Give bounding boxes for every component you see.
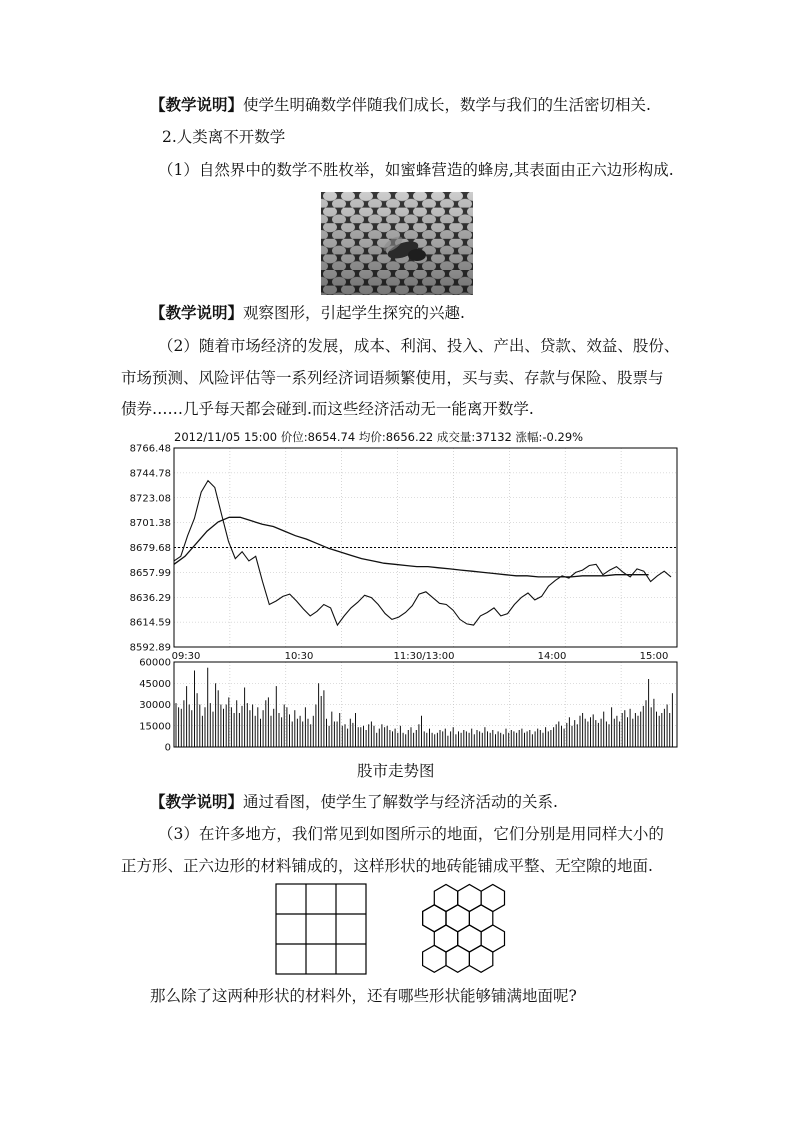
teaching-note-2 [150,303,465,323]
teaching-note-3 [150,792,558,812]
teaching-note-text: 使学生明确数学伴随我们成长，数学与我们的生活密切相关. [243,96,651,114]
volume-tick-label: 45000 [139,678,171,690]
price-tick-label: 8723.08 [129,493,171,505]
price-tick-label: 8701.38 [129,518,171,530]
price-tick-label: 8744.78 [129,468,171,480]
hexagon-tile [423,945,446,972]
square-tiling [276,884,366,974]
time-tick-label: 09:30 [171,651,201,662]
price-series [174,481,671,625]
price-tick-label: 8766.48 [129,443,171,455]
chart-caption: 股市走势图 [357,762,435,780]
section-heading: 2.人类离不开数学 [162,128,286,146]
time-tick-label: 14:00 [537,651,567,662]
volume-y-axis [139,658,171,753]
volume-tick-label: 15000 [139,721,171,733]
item-2-line-3: 债券……几乎每天都会碰到.而这些经济活动无一能离开数学. [121,400,534,418]
item-2-line-2: 市场预测、风险评估等一系列经济词语频繁使用，买与卖、存款与保险、股票与 [121,369,664,387]
price-tick-label: 8679.68 [129,543,171,554]
price-tick-label: 8614.59 [129,617,171,629]
volume-bars [176,668,672,747]
hexagon-tiling [423,885,505,973]
price-grid [174,448,677,647]
teaching-note-text: 通过看图，使学生了解数学与经济活动的关系. [243,793,558,811]
time-tick-label: 11:30/13:00 [393,651,455,662]
price-tick-label: 8592.89 [129,642,171,654]
time-tick-label: 15:00 [639,651,669,662]
honeycomb-photo [321,192,473,295]
hexagon-tile [423,905,446,932]
price-line [174,481,671,625]
item-3-line-1: （3）在许多地方，我们常见到如图所示的地面，它们分别是用同样大小的 [158,825,664,843]
teaching-note-1 [150,95,651,115]
item-2-line-1: （2）随着市场经济的发展，成本、利润、投入、产出、贷款、效益、股份、 [158,337,680,355]
price-y-axis [130,444,171,654]
hexagon-tile [469,905,492,932]
volume-tick-label: 0 [164,742,171,752]
price-tick-label: 8636.29 [129,592,171,604]
hexagon-tile [469,945,492,972]
chart-header: 2012/11/05 15:00 价位:8654.74 均价:8656.22 成交量:37132 涨幅:-0.29% [174,430,584,444]
teaching-note-tag: 【教学说明】 [150,95,244,114]
closing-question: 那么除了这两种形状的材料外，还有哪些形状能够铺满地面呢? [150,987,577,1005]
time-axis [172,651,669,662]
price-tick-label: 8657.99 [129,567,171,579]
teaching-note-tag: 【教学说明】 [150,303,244,322]
teaching-note-tag: 【教学说明】 [150,792,244,811]
time-tick-label: 10:30 [284,651,314,662]
teaching-note-text: 观察图形，引起学生探究的兴趣. [243,304,465,322]
hexagon-tile [446,905,469,932]
item-1-text: （1）自然界中的数学不胜枚举，如蜜蜂营造的蜂房,其表面由正六边形构成. [158,161,674,179]
hexagon-tile [446,945,469,972]
stock-chart [124,426,680,752]
tiling-figures [270,882,530,978]
volume-tick-label: 30000 [139,700,171,711]
item-3-line-2: 正方形、正六边形的材料铺成的，这样形状的地砖能铺成平整、无空隙的地面. [121,857,653,875]
volume-tick-label: 60000 [139,657,171,669]
